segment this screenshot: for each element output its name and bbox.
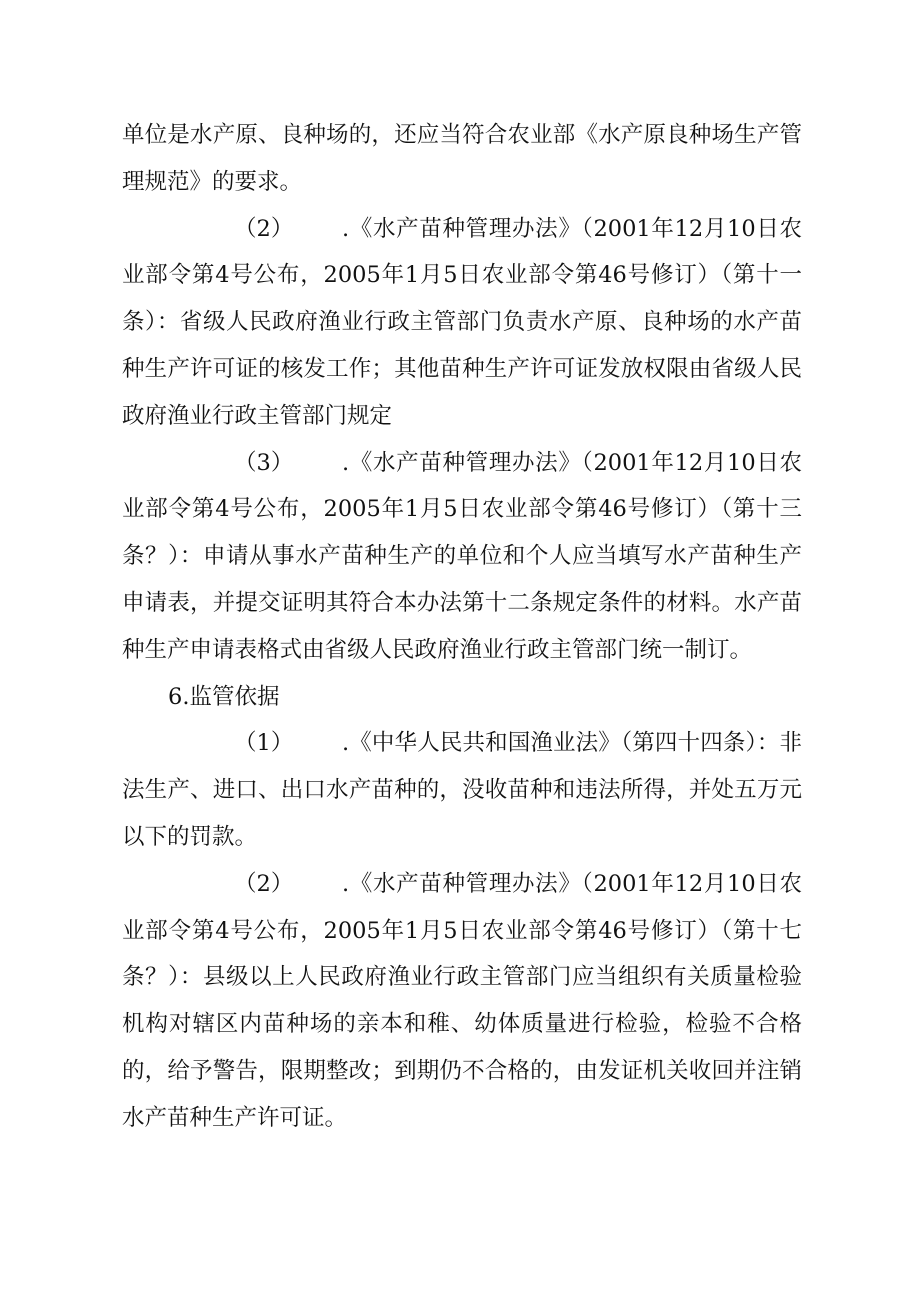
clause-6-2	[122, 861, 802, 1142]
clause-text: .《水产苗种管理办法》（2001年12月10日农业部令第4号公布，2005年1月5日农业部令第46号修订）（第十三条？）：申请从事水产苗种生产的单位和个人应当填写水产苗种生产申请表，并提交证明其符合本办法第十二条规定条件的材料。水产苗种生产申请表格式由省级人民政府渔业行政主管部门统一制订。	[122, 449, 802, 663]
clause-text: .《水产苗种管理办法》（2001年12月10日农业部令第4号公布，2005年1月5日农业部令第46号修订）（第十一条）：省级人民政府渔业行政主管部门负责水产原、良种场的水产苗种生产许可证的核发工作；其他苗种生产许可证发放权限由省级人民政府渔业行政主管部门规定	[122, 215, 802, 429]
paragraph-continuation	[122, 112, 802, 206]
clause-text: .《中华人民共和国渔业法》（第四十四条）：非法生产、进口、出口水产苗种的，没收苗种和违法所得，并处五万元以下的罚款。	[122, 730, 802, 850]
clause-number: （3）	[234, 449, 294, 476]
clause-text: .《水产苗种管理办法》（2001年12月10日农业部令第4号公布，2005年1月5日农业部令第46号修订）（第十七条？）：县级以上人民政府渔业行政主管部门应当组织有关质量检验机构对辖区内苗种场的亲本和稚、幼体质量进行检验，检验不合格的，给予警告，限期整改；到期仍不合格的，由发证机关收回并注销水产苗种生产许可证。	[122, 870, 802, 1131]
clause-5-3	[122, 440, 802, 674]
clause-number: （1）	[234, 730, 294, 757]
paragraph-text: 单位是水产原、良种场的，还应当符合农业部《水产原良种场生产管理规范》的要求。	[122, 122, 802, 195]
clause-number: （2）	[234, 215, 294, 242]
clause-5-2	[122, 206, 802, 440]
document-body	[122, 112, 802, 1142]
clause-6-1	[122, 720, 802, 860]
section-heading-supervision: 6.监管依据	[168, 683, 280, 710]
clause-number: （2）	[234, 870, 294, 897]
